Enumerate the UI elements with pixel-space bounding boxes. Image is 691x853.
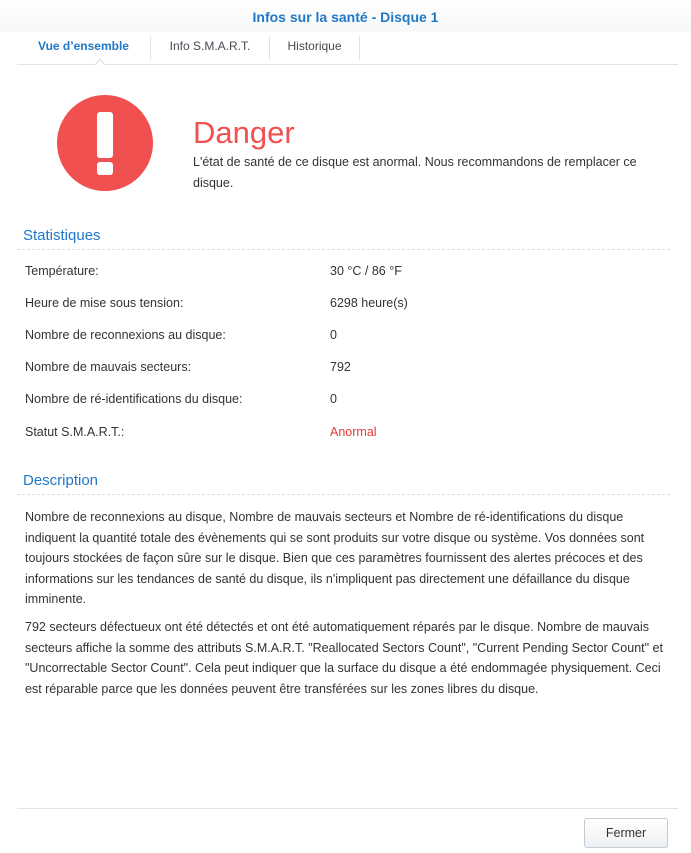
stat-row-smart-status: [25, 422, 665, 442]
stat-value: 0: [330, 392, 337, 406]
stat-label: Nombre de ré-identifications du disque:: [25, 392, 243, 406]
window-titlebar: [0, 0, 691, 32]
section-divider: [17, 249, 670, 250]
tab-bar: [17, 32, 678, 65]
stat-label: Heure de mise sous tension:: [25, 296, 184, 310]
footer-divider: [17, 808, 678, 809]
stat-row-bad-sectors: [25, 357, 665, 377]
stat-label: Nombre de mauvais secteurs:: [25, 360, 192, 374]
window-title: Infos sur la santé - Disque 1: [252, 9, 439, 25]
stat-label: Statut S.M.A.R.T.:: [25, 425, 125, 439]
stat-row-power-on-hours: [25, 293, 665, 313]
stat-value: 0: [330, 328, 337, 342]
tab-smart-info[interactable]: Info S.M.A.R.T.: [169, 39, 251, 53]
statistics-section-title: Statistiques: [23, 227, 101, 244]
description-paragraph: 792 secteurs défectueux ont été détectés et ont été automatiquement réparés par le disque. Nombre de mauvais secteurs affiche la somme des attributs S.M.A.R.T. "Reallocated Sectors Count", "Current Pending Sector Count" et "Uncorrectable Sector Count". Cela peut indiquer que la surface du disque a été endommagée physiquement. Ceci est réparable parce que les données peuvent être transférées sur les zones libres du disque.: [25, 620, 663, 696]
description-paragraph: Nombre de reconnexions au disque, Nombre de mauvais secteurs et Nombre de ré-identifications du disque indiquent la quantité totale des évènements qui se sont produits sur votre disque ou système. Vos données sont toujours stockées de façon sûre sur le disque. Bien que ces paramètres fournissent des alertes précoces et des informations sur les tendances de santé du disque, ils n'impliquent pas directement une défaillance du disque imminente.: [25, 510, 645, 606]
tab-overview[interactable]: Vue d’ensemble: [38, 39, 129, 53]
close-button[interactable]: Fermer: [584, 818, 668, 848]
stat-row-temperature: [25, 261, 665, 281]
description-section-title: Description: [23, 472, 99, 489]
exclamation-icon: [57, 95, 153, 191]
health-status-message: L'état de santé de ce disque est anormal. Nous recommandons de remplacer ce disque.: [193, 155, 637, 190]
stat-value: 792: [330, 360, 351, 374]
tab-divider: [359, 36, 360, 60]
stat-label: Température:: [25, 264, 99, 278]
tab-history[interactable]: Historique: [287, 39, 342, 53]
smart-status-value: Anormal: [330, 425, 377, 439]
health-status-heading: Danger: [193, 115, 295, 150]
stat-value: 30 °C / 86 °F: [330, 264, 402, 278]
stat-row-reconnections: [25, 325, 665, 345]
stat-value: 6298 heure(s): [330, 296, 408, 310]
stat-label: Nombre de reconnexions au disque:: [25, 328, 226, 342]
stat-row-reidentifications: [25, 389, 665, 409]
section-divider: [17, 494, 670, 495]
